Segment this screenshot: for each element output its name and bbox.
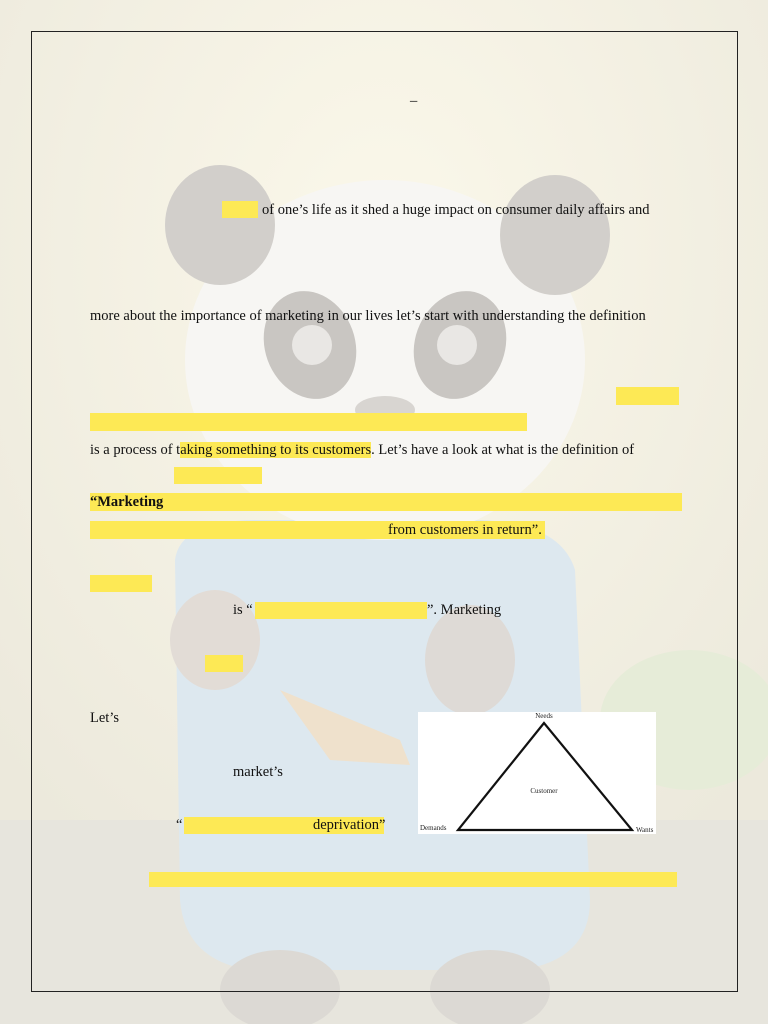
diagram-label-top: Needs — [535, 712, 553, 720]
quote-end: from customers in return”. — [388, 522, 542, 538]
page-header-dash: – — [410, 93, 418, 109]
paragraph-text: . Let’s have a look at what is the definition of — [371, 442, 635, 458]
diagram-label-left: Demands — [420, 824, 447, 832]
redaction-highlight — [616, 387, 679, 405]
diagram-label-center: Customer — [530, 787, 558, 795]
page-border — [31, 31, 738, 992]
paragraph-line: of one’s life as it shed a huge impact on consumer daily affairs and — [262, 202, 650, 218]
paragraph-line — [90, 441, 634, 459]
markets-text: market’s — [233, 764, 283, 780]
triangle-shape — [458, 723, 632, 830]
lets-text: Let’s — [90, 710, 119, 726]
needs-wants-demands-diagram — [418, 712, 656, 834]
quote-start: “Marketing — [90, 494, 164, 510]
redaction-highlight — [90, 493, 682, 511]
is-quote-close: ”. Marketing — [427, 602, 502, 618]
is-quote-open: is “ — [233, 602, 253, 618]
paragraph-line: more about the importance of marketing in our lives let’s start with understanding the definition — [90, 308, 646, 324]
deprivation-quote-open: “ — [176, 817, 183, 833]
redaction-highlight — [174, 467, 262, 484]
paragraph-text: is a process of t — [90, 442, 181, 458]
redaction-highlight — [205, 655, 243, 672]
redaction-highlight — [149, 872, 677, 887]
highlighted-phrase: aking something to its customers — [180, 442, 372, 458]
redaction-highlight — [255, 602, 427, 619]
redaction-highlight — [90, 575, 152, 592]
redaction-highlight — [90, 413, 527, 431]
deprivation-text: deprivation” — [313, 817, 386, 833]
redaction-highlight — [222, 201, 258, 218]
diagram-label-right: Wants — [636, 826, 654, 834]
